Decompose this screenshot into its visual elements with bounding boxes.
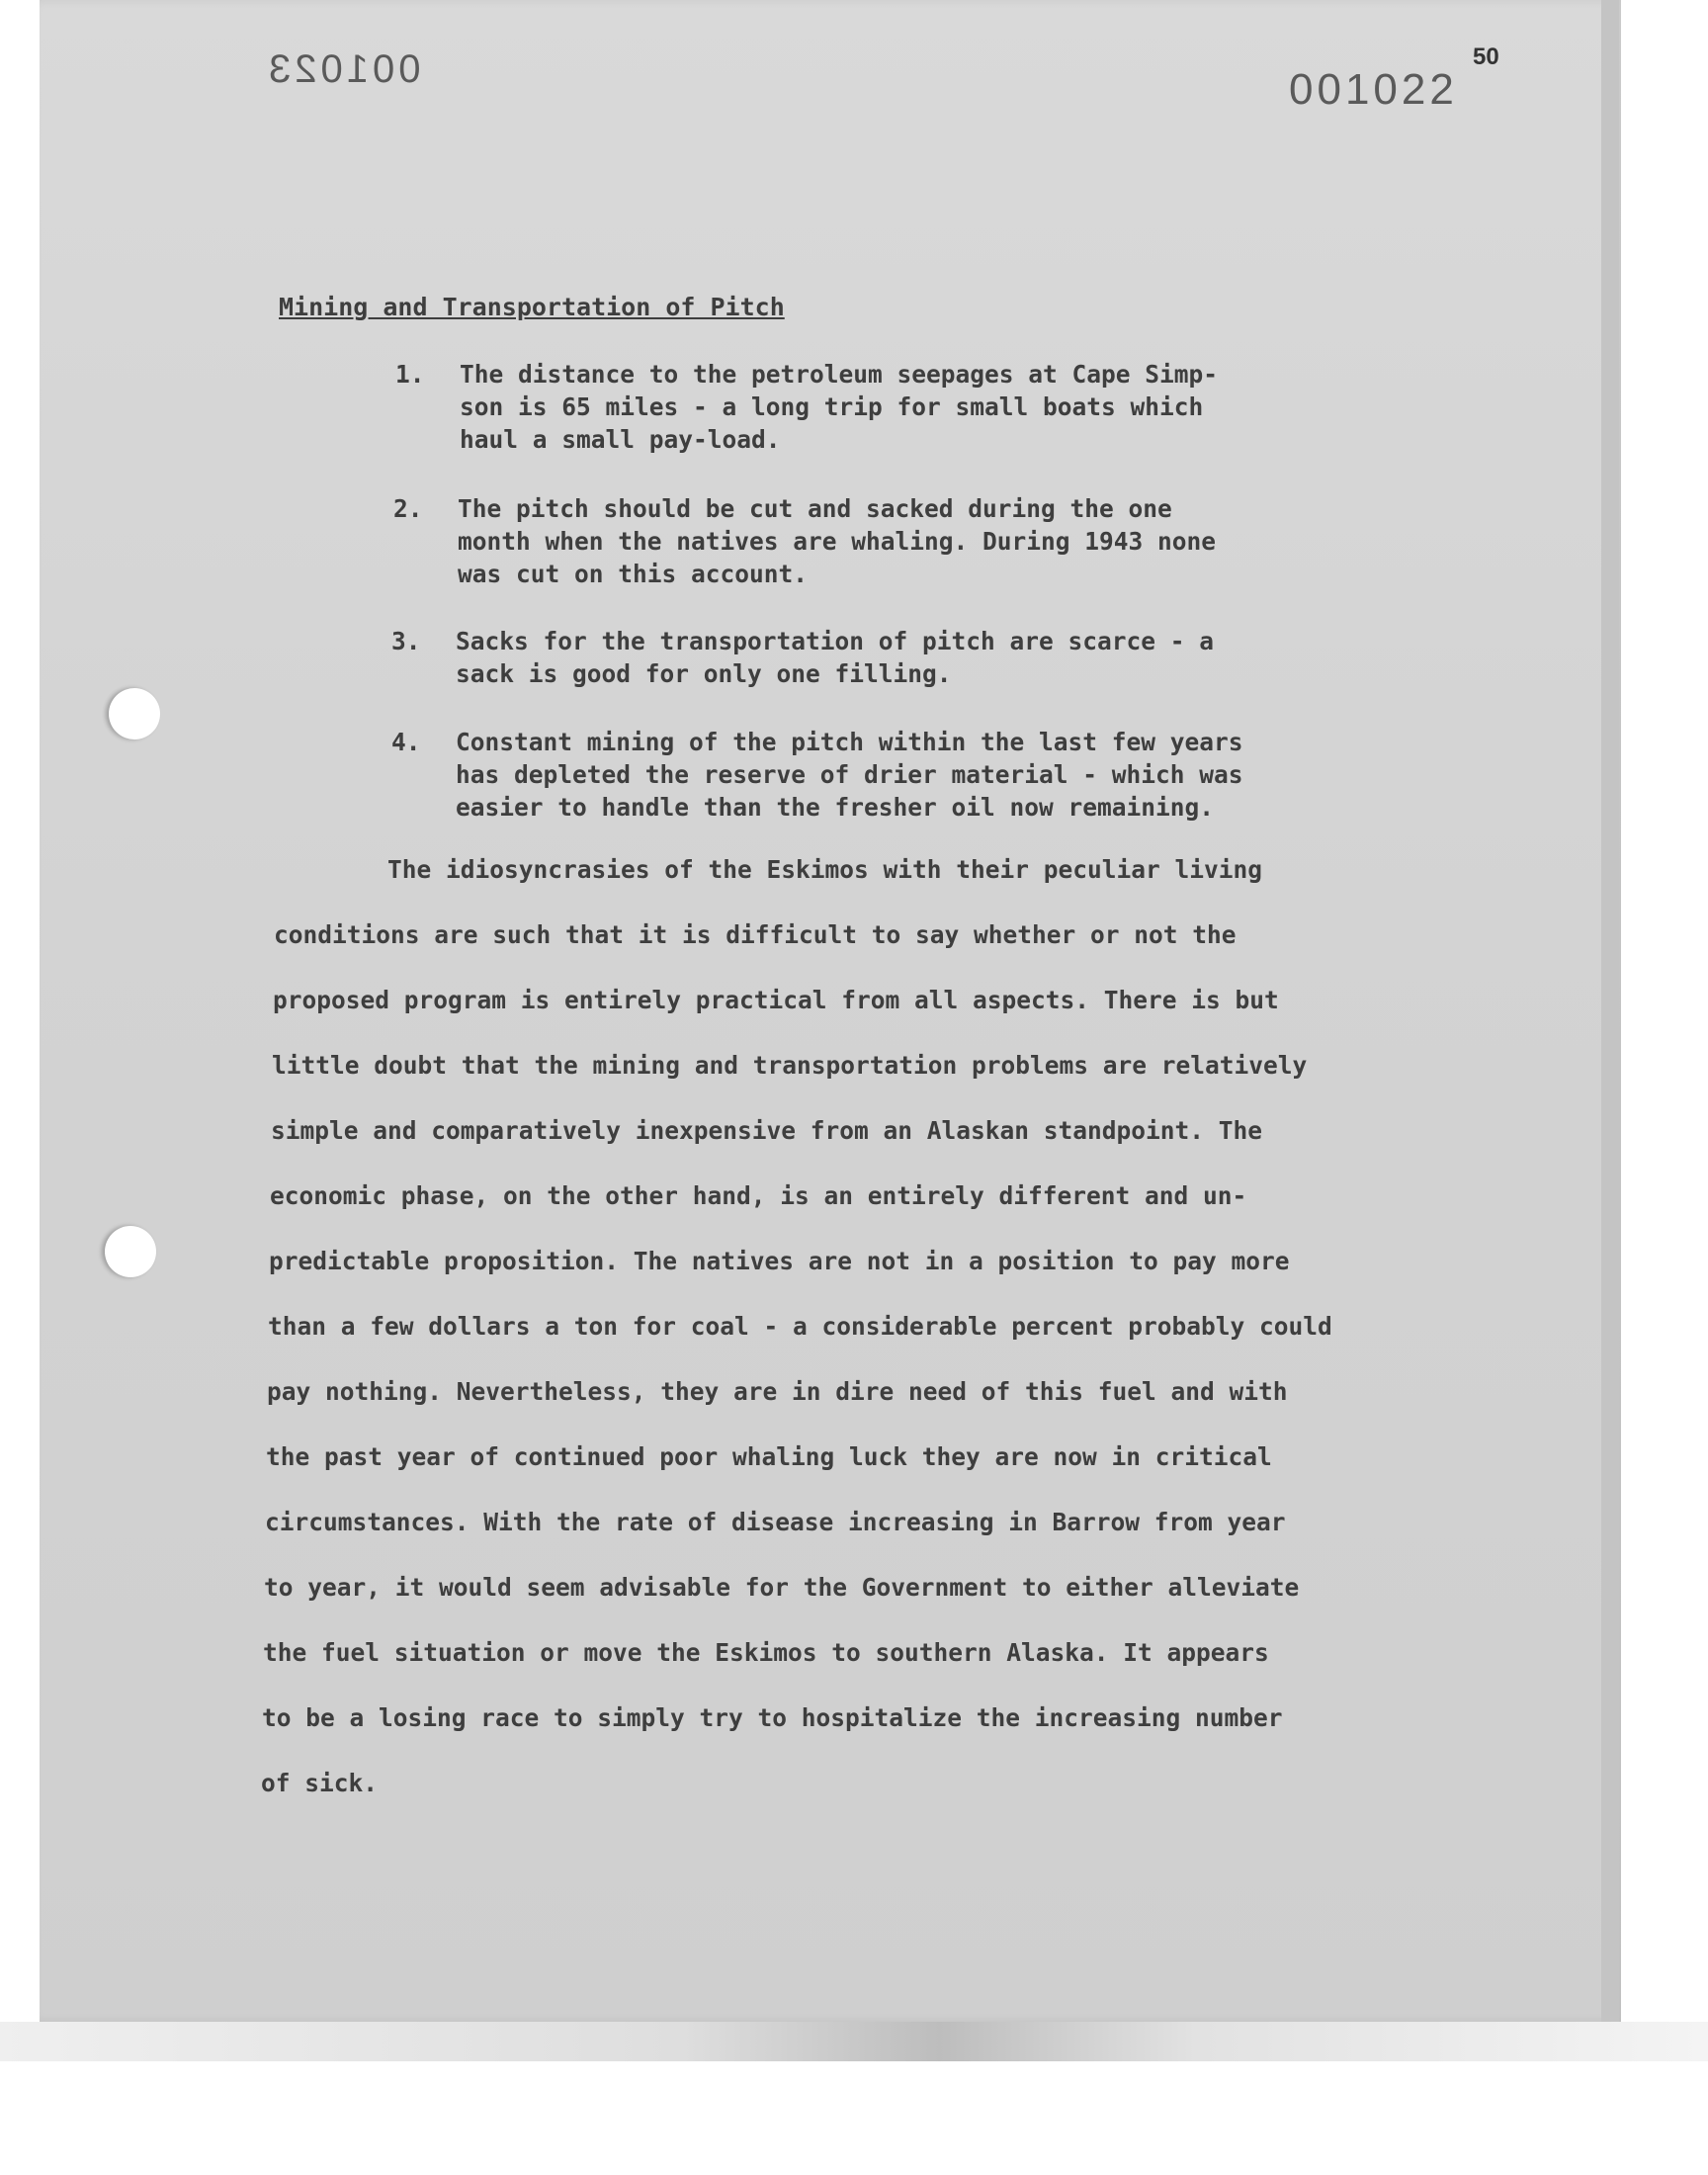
list-item-line: Sacks for the transportation of pitch are scarce - a [456,627,1215,655]
paragraph-line: the past year of continued poor whaling luck they are now in critical [266,1442,1272,1471]
paragraph-line: to year, it would seem advisable for the Government to either alleviate [264,1573,1300,1602]
paragraph-line: simple and comparatively inexpensive from an Alaskan standpoint. The [271,1116,1263,1145]
list-item-line: The distance to the petroleum seepages at Cape Simp- [460,360,1219,389]
list-item [391,726,1243,824]
list-item-line: has depleted the reserve of drier material - which was [456,760,1243,789]
list-item-line: was cut on this account. [458,560,809,588]
list-item-line: sack is good for only one filling. [456,659,952,688]
punch-hole-lower [105,1226,156,1277]
list-item-line: month when the natives are whaling. During 1943 none [458,527,1217,556]
paragraph-line: than a few dollars a ton for coal - a considerable percent probably could [268,1312,1332,1341]
list-item [395,358,1218,456]
paragraph-line: economic phase, on the other hand, is an entirely different and un- [270,1181,1247,1210]
paragraph-line: little doubt that the mining and transportation problems are relatively [272,1051,1308,1080]
list-item-number: 3. [391,627,421,655]
scanner-bottom-strip [0,2022,1708,2061]
list-item-line: haul a small pay-load. [460,425,781,454]
page-number: 50 [1473,44,1499,70]
list-item [393,492,1216,590]
list-item-line: easier to handle than the fresher oil now remaining. [456,793,1215,822]
list-item-number: 2. [393,494,423,523]
bates-stamp-left: 001023 [265,47,421,91]
paragraph-line: conditions are such that it is difficult to say whether or not the [274,920,1237,949]
paragraph-line: circumstances. With the rate of disease increasing in Barrow from year [265,1508,1286,1536]
paragraph-line: the fuel situation or move the Eskimos to southern Alaska. It appears [263,1638,1269,1667]
paragraph-line: of sick. [261,1769,379,1797]
list-item-number: 4. [391,728,421,756]
paragraph-line: predictable proposition. The natives are not in a position to pay more [269,1247,1290,1275]
paragraph-line: pay nothing. Nevertheless, they are in dire need of this fuel and with [267,1377,1288,1406]
list-item-number: 1. [395,360,425,389]
paper-edge-shadow [1601,0,1619,2022]
bates-stamp-right: 001022 [1289,65,1458,114]
paragraph-line: to be a losing race to simply try to hospitalize the increasing number [262,1703,1283,1732]
list-item-line: Constant mining of the pitch within the last few years [456,728,1243,756]
list-item-line: son is 65 miles - a long trip for small boats which [460,392,1204,421]
list-item [391,625,1214,690]
section-heading: Mining and Transportation of Pitch [279,293,785,321]
paragraph-line: The idiosyncrasies of the Eskimos with their peculiar living [387,855,1263,884]
punch-hole-upper [109,688,160,740]
paragraph-line: proposed program is entirely practical from all aspects. There is but [273,986,1279,1014]
list-item-line: The pitch should be cut and sacked during the one [458,494,1172,523]
